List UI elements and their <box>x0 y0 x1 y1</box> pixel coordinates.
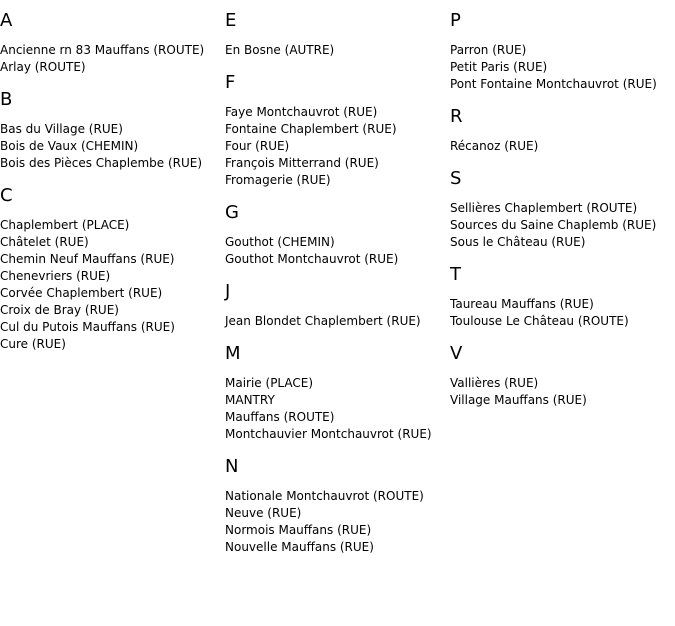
street-entry: Taureau Mauffans (RUE) <box>450 297 594 311</box>
street-list <box>450 200 675 251</box>
street-entry: Fromagerie (RUE) <box>225 173 331 187</box>
street-entry: Village Mauffans (RUE) <box>450 393 587 407</box>
letter-section <box>225 10 450 59</box>
street-entry: Ancienne rn 83 Mauffans (ROUTE) <box>0 43 205 57</box>
street-entry: Gouthot (CHEMIN) <box>225 235 335 249</box>
letter-section <box>0 89 225 172</box>
index-column <box>450 10 675 422</box>
street-entry: Sellières Chaplembert (ROUTE) <box>450 201 638 215</box>
street-entry: Four (RUE) <box>225 139 290 153</box>
letter-section <box>450 106 675 155</box>
street-list <box>450 296 675 330</box>
section-letter-heading: N <box>225 456 239 477</box>
street-entry: Vallières (RUE) <box>450 376 539 390</box>
letter-section <box>450 343 675 409</box>
street-entry: Nationale Montchauvrot (ROUTE) <box>225 489 424 503</box>
index-column <box>0 10 225 366</box>
section-letter-heading: A <box>0 10 13 31</box>
section-letter-heading: M <box>225 343 241 364</box>
letter-section <box>0 10 225 76</box>
letter-section <box>225 72 450 189</box>
street-entry: Bas du Village (RUE) <box>0 122 123 136</box>
section-letter-heading: C <box>0 185 13 206</box>
street-entry: François Mitterrand (RUE) <box>225 156 379 170</box>
index-column <box>225 10 450 569</box>
street-entry: Toulouse Le Château (ROUTE) <box>450 314 629 328</box>
street-entry: Pont Fontaine Montchauvrot (RUE) <box>450 77 657 91</box>
street-list <box>225 42 450 59</box>
street-entry: Châtelet (RUE) <box>0 235 89 249</box>
street-entry: Mauffans (ROUTE) <box>225 410 335 424</box>
section-letter-heading: V <box>450 343 463 364</box>
street-entry: MANTRY <box>225 393 275 407</box>
street-entry: Corvée Chaplembert (RUE) <box>0 286 163 300</box>
street-entry: Sources du Saine Chaplemb (RUE) <box>450 218 657 232</box>
letter-section <box>225 343 450 443</box>
section-letter-heading: E <box>225 10 237 31</box>
street-entry: Bois des Pièces Chaplembe (RUE) <box>0 156 203 170</box>
street-entry: Petit Paris (RUE) <box>450 60 548 74</box>
street-list <box>225 488 450 556</box>
street-list <box>0 121 225 172</box>
street-entry: Chaplembert (PLACE) <box>0 218 130 232</box>
section-letter-heading: P <box>450 10 461 31</box>
street-entry: Arlay (ROUTE) <box>0 60 86 74</box>
street-entry: En Bosne (AUTRE) <box>225 43 335 57</box>
section-letter-heading: F <box>225 72 236 93</box>
street-list <box>450 42 675 93</box>
street-entry: Mairie (PLACE) <box>225 376 314 390</box>
section-letter-heading: J <box>225 281 231 302</box>
letter-section <box>450 168 675 251</box>
letter-section <box>450 264 675 330</box>
street-entry: Chenevriers (RUE) <box>0 269 111 283</box>
street-entry: Sous le Château (RUE) <box>450 235 586 249</box>
street-entry: Montchauvier Montchauvrot (RUE) <box>225 427 432 441</box>
street-list <box>225 375 450 443</box>
letter-section <box>225 281 450 330</box>
street-list <box>225 234 450 268</box>
street-entry: Cul du Putois Mauffans (RUE) <box>0 320 175 334</box>
street-entry: Récanoz (RUE) <box>450 139 539 153</box>
letter-section <box>225 202 450 268</box>
street-entry: Cure (RUE) <box>0 337 66 351</box>
street-entry: Neuve (RUE) <box>225 506 302 520</box>
street-entry: Faye Montchauvrot (RUE) <box>225 105 378 119</box>
street-list <box>0 42 225 76</box>
street-list <box>450 375 675 409</box>
letter-section <box>450 10 675 93</box>
street-entry: Bois de Vaux (CHEMIN) <box>0 139 139 153</box>
letter-section <box>225 456 450 556</box>
street-index <box>0 10 675 620</box>
street-list <box>225 104 450 189</box>
street-entry: Chemin Neuf Mauffans (RUE) <box>0 252 175 266</box>
street-entry: Jean Blondet Chaplembert (RUE) <box>225 314 421 328</box>
street-list <box>225 313 450 330</box>
street-entry: Normois Mauffans (RUE) <box>225 523 372 537</box>
section-letter-heading: B <box>0 89 13 110</box>
section-letter-heading: S <box>450 168 462 189</box>
section-letter-heading: R <box>450 106 463 127</box>
street-list <box>450 138 675 155</box>
street-entry: Gouthot Montchauvrot (RUE) <box>225 252 399 266</box>
street-entry: Nouvelle Mauffans (RUE) <box>225 540 374 554</box>
street-list <box>0 217 225 353</box>
street-entry: Fontaine Chaplembert (RUE) <box>225 122 397 136</box>
street-entry: Parron (RUE) <box>450 43 527 57</box>
letter-section <box>0 185 225 353</box>
street-entry: Croix de Bray (RUE) <box>0 303 119 317</box>
section-letter-heading: G <box>225 202 239 223</box>
section-letter-heading: T <box>450 264 461 285</box>
